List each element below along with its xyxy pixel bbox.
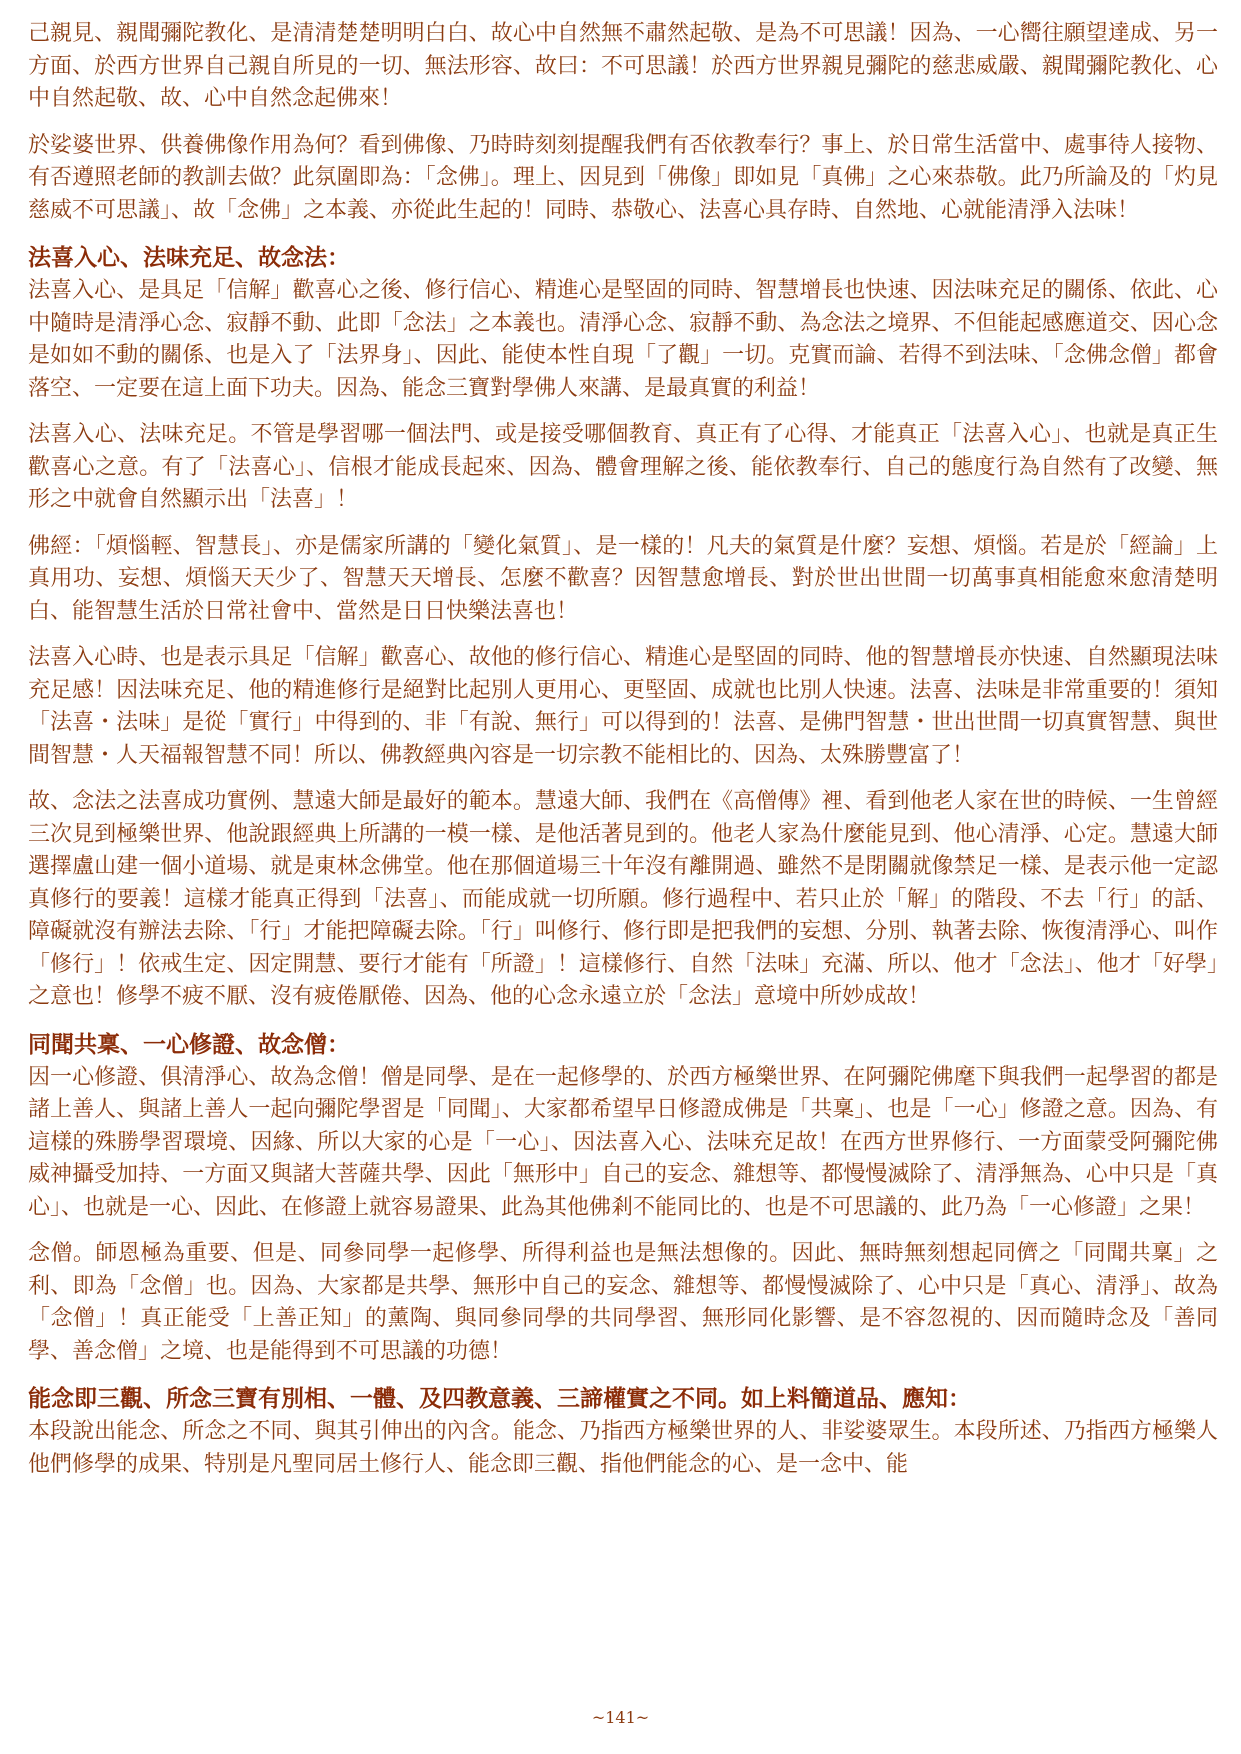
body-paragraph: 佛經：「煩惱輕、智慧長」、亦是儒家所講的「變化氣質」、是一樣的！凡夫的氣質是什麼？妄想、煩惱。若是於「經論」上真用功、妄想、煩惱天天少了、智慧天天增長、怎麼不歡喜？因智慧愈增長、對於世出世間一切萬事真相能愈來愈清楚明白、能智慧生活於日常社會中、當然是日日快樂法喜也！ xyxy=(28,533,1218,624)
page-body xyxy=(28,18,1218,1495)
body-paragraph: 因一心修證、俱清淨心、故為念僧！僧是同學、是在一起修學的、於西方極樂世界、在阿彌陀佛麾下與我們一起學習的都是諸上善人、與諸上善人一起向彌陀學習是「同聞」、大家都希望早日修證成佛是「共稟」、也是「一心」修證之意。因為、有這樣的殊勝學習環境、因緣、所以大家的心是「一心」、因法喜入心、法味充足故！在西方世界修行、一方面蒙受阿彌陀佛威神攝受加持、一方面又與諸大菩薩共學、因此「無形中」自己的妄念、雜想等、都慢慢滅除了、清淨無為、心中只是「真心」、也就是一心、因此、在修證上就容易證果、此為其他佛剎不能同比的、也是不可思議的、此乃為「一心修證」之果！ xyxy=(28,1064,1218,1220)
body-paragraph: 法喜入心、是具足「信解」歡喜心之後、修行信心、精進心是堅固的同時、智慧增長也快速、因法味充足的關係、依此、心中隨時是清淨心念、寂靜不動、此即「念法」之本義也。清淨心念、寂靜不動、為念法之境界、不但能起感應道交、因心念是如如不動的關係、也是入了「法界身」、因此、能使本性自現「了觀」一切。克實而論、若得不到法味、「念佛念僧」都會落空、一定要在這上面下功夫。因為、能念三寶對學佛人來講、是最真實的利益！ xyxy=(28,278,1218,401)
section-heading: 同聞共稟、一心修證、故念僧： xyxy=(28,1030,350,1058)
body-paragraph: 本段說出能念、所念之不同、與其引伸出的內含。能念、乃指西方極樂世界的人、非娑婆眾生。本段所述、乃指西方極樂人他們修學的成果、特別是凡聖同居土修行人、能念即三觀、指他們能念的心、是一念中、能 xyxy=(28,1419,1218,1477)
body-paragraph: 己親見、親聞彌陀教化、是清清楚楚明明白白、故心中自然無不肅然起敬、是為不可思議！因為、一心嚮往願望達成、另一方面、於西方世界自己親自所見的一切、無法形容、故曰：不可思議！於西方世界親見彌陀的慈悲威嚴、親聞彌陀教化、心中自然起敬、故、心中自然念起佛來！ xyxy=(28,21,1218,111)
body-paragraph: 法喜入心、法味充足。不管是學習哪一個法門、或是接受哪個教育、真正有了心得、才能真正「法喜入心」、也就是真正生歡喜心之意。有了「法喜心」、信根才能成長起來、因為、體會理解之後、能依教奉行、自己的態度行為自然有了改變、無形之中就會自然顯示出「法喜」！ xyxy=(28,422,1218,512)
section-heading: 能念即三觀、所念三寶有別相、一體、及四教意義、三諦權實之不同。如上料簡道品、應知： xyxy=(28,1385,971,1412)
body-paragraph: 法喜入心時、也是表示具足「信解」歡喜心、故他的修行信心、精進心是堅固的同時、他的智慧增長亦快速、自然顯現法味充足感！因法味充足、他的精進修行是絕對比起別人更用心、更堅固、成就也比別人快速。法喜、法味是非常重要的！須知「法喜・法味」是從「實行」中得到的、非「有說、無行」可以得到的！法喜、是佛門智慧・世出世間一切真實智慧、與世間智慧・人天福報智慧不同！所以、佛教經典內容是一切宗教不能相比的、因為、太殊勝豐富了！ xyxy=(28,645,1218,768)
body-paragraph: 故、念法之法喜成功實例、慧遠大師是最好的範本。慧遠大師、我們在《高僧傳》裡、看到他老人家在世的時候、一生曾經三次見到極樂世界、他說跟經典上所講的一模一樣、是他活著見到的。他老人家為什麼能見到、他心清淨、心定。慧遠大師選擇盧山建一個小道場、就是東林念佛堂。他在那個道場三十年沒有離開過、雖然不是閉關就像禁足一樣、是表示他一定認真修行的要義！這樣才能真正得到「法喜」、而能成就一切所願。修行過程中、若只止於「解」的階段、不去「行」的話、障礙就沒有辦法去除、「行」才能把障礙去除。「行」叫修行、修行即是把我們的妄想、分別、執著去除、恢復清淨心、叫作「修行」！依戒生定、因定開慧、要行才能有「所證」！這樣修行、自然「法味」充滿、所以、他才「念法」、他才「好學」之意也！修學不疲不厭、沒有疲倦厭倦、因為、他的心念永遠立於「念法」意境中所妙成故！ xyxy=(28,789,1218,1009)
section-heading: 法喜入心、法味充足、故念法： xyxy=(28,244,350,271)
body-paragraph: 於娑婆世界、供養佛像作用為何？看到佛像、乃時時刻刻提醒我們有否依教奉行？事上、於日常生活當中、處事待人接物、有否遵照老師的教訓去做？此氛圍即為：「念佛」。理上、因見到「佛像」即如見「真佛」之心來恭敬。此乃所論及的「灼見慈威不可思議」、故「念佛」之本義、亦從此生起的！同時、恭敬心、法喜心具存時、自然地、心就能清淨入法味！ xyxy=(28,132,1218,223)
page-number: ~141~ xyxy=(591,1708,650,1727)
body-paragraph: 念僧。師恩極為重要、但是、同參同學一起修學、所得利益也是無法想像的。因此、無時無刻想起同儕之「同聞共稟」之利、即為「念僧」也。因為、大家都是共學、無形中自己的妄念、雜想等、都慢慢滅除了、心中只是「真心、清淨」、故為「念僧」！真正能受「上善正知」的薰陶、與同參同學的共同學習、無形同化影響、是不容忽視的、因而隨時念及「善同學、善念僧」之境、也是能得到不可思議的功德！ xyxy=(28,1241,1218,1364)
